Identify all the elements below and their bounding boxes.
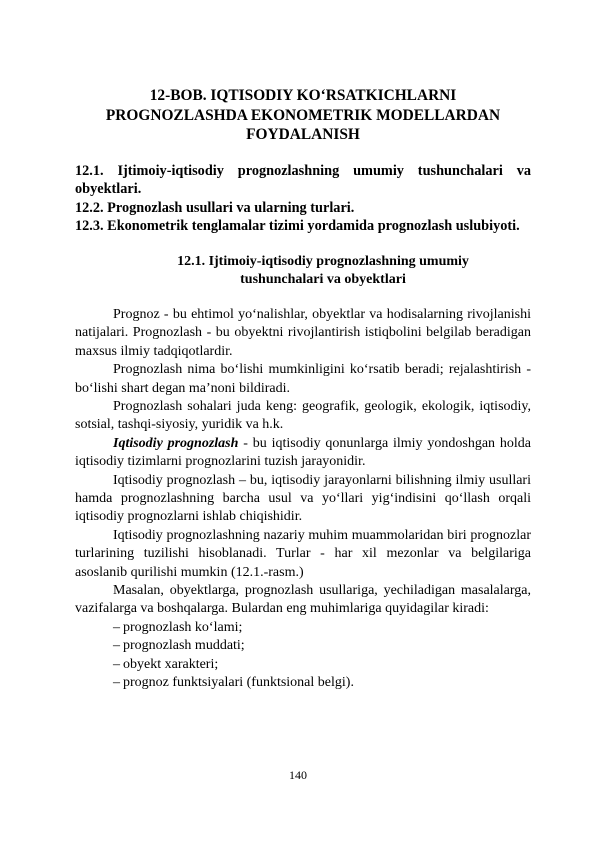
section-heading-line-2: tushunchalari va obyektlari bbox=[240, 272, 406, 288]
list-item: – prognozlash ko‘lami; bbox=[75, 619, 531, 637]
paragraph-forecasting-vs-planning: Prognozlash nima bo‘lishi mumkinligini ko‘rsatib beradi; rejalashtirish - bo‘lishi shart degan ma’noni bildiradi. bbox=[75, 362, 531, 396]
dash-marker: – bbox=[113, 675, 120, 690]
dash-marker: – bbox=[113, 656, 120, 672]
list-item: – prognoz funktsiyalari (funktsional belgi). bbox=[75, 674, 531, 692]
criteria-list bbox=[75, 619, 531, 693]
contents-item-12-1: 12.1. Ijtimoiy-iqtisodiy prognozlashning umumiy tushunchalari va obyektlari. bbox=[75, 162, 531, 198]
dash-marker: – bbox=[113, 638, 120, 654]
body-text bbox=[75, 306, 531, 693]
section-heading-line-1: 12.1. Ijtimoiy-iqtisodiy prognozlashning umumiy bbox=[177, 253, 469, 269]
list-item: – prognozlash muddati; bbox=[75, 637, 531, 655]
paragraph-classification-criteria: Masalan, obyektlarga, prognozlash usullariga, yechiladigan masalalarga, vazifalarga va boshqalarga. Bulardan eng muhimlariga quyidagilar kiradi: bbox=[75, 582, 531, 617]
list-item: – obyekt xarakteri; bbox=[75, 656, 531, 674]
paragraph-economic-forecasting bbox=[75, 435, 531, 472]
chapter-contents bbox=[75, 162, 531, 236]
definition-economic-forecasting: - bu iqtisodiy qonunlarga ilmiy yondoshgan holda iqtisodiy tizimlarni prognozlarini tuzish jarayonidir. bbox=[75, 435, 531, 470]
section-heading bbox=[75, 253, 531, 290]
chapter-title-line-3: FOYDALANISH bbox=[246, 126, 360, 143]
page-content bbox=[75, 86, 531, 692]
paragraph-forecast-types: Iqtisodiy prognozlashning nazariy muhim muammolaridan biri prognozlar turlarining tuzilishi hisoblanadi. Turlar - har xil mezonlar va belgilariga asoslanib qurilishi mumkin (12.1.-rasm.) bbox=[75, 527, 531, 580]
paragraph-prognoz-definition: Prognoz - bu ehtimol yo‘nalishlar, obyektlar va hodisalarning rivojlanishi natijalari. Prognozlash - bu obyektni rivojlantirish istiqbolini belgilab beradigan maxsus ilmiy tadqiqotlardir. bbox=[75, 306, 531, 359]
contents-item-12-3: 12.3. Ekonometrik tenglamalar tizimi yordamida prognozlash uslubiyoti. bbox=[75, 218, 520, 235]
paragraph-forecasting-fields: Prognozlash sohalari juda keng: geografik, geologik, ekologik, iqtisodiy, sotsial, tashqi-siyosiy, yuridik va h.k. bbox=[75, 398, 531, 433]
term-economic-forecasting: Iqtisodiy prognozlash bbox=[113, 435, 239, 451]
chapter-title-line-2: PROGNOZLASHDA EKONOMETRIK MODELLARDAN bbox=[105, 106, 501, 124]
chapter-title-line-1: 12-BOB. IQTISODIY KO‘RSATKICHLARNI bbox=[149, 87, 457, 104]
contents-item-12-2: 12.2. Prognozlash usullari va ularning turlari. bbox=[75, 199, 355, 216]
page-number: 140 bbox=[289, 768, 307, 782]
paragraph-economic-forecasting-methods: Iqtisodiy prognozlash – bu, iqtisodiy jarayonlarni bilishning ilmiy usullari hamda prognozlashning barcha usul va yo‘llari yig‘indisini qo‘llash orqali iqtisodiy prognozlarni ishlab chiqishidir. bbox=[75, 472, 531, 525]
chapter-title bbox=[75, 86, 531, 145]
dash-marker: – bbox=[113, 619, 120, 635]
